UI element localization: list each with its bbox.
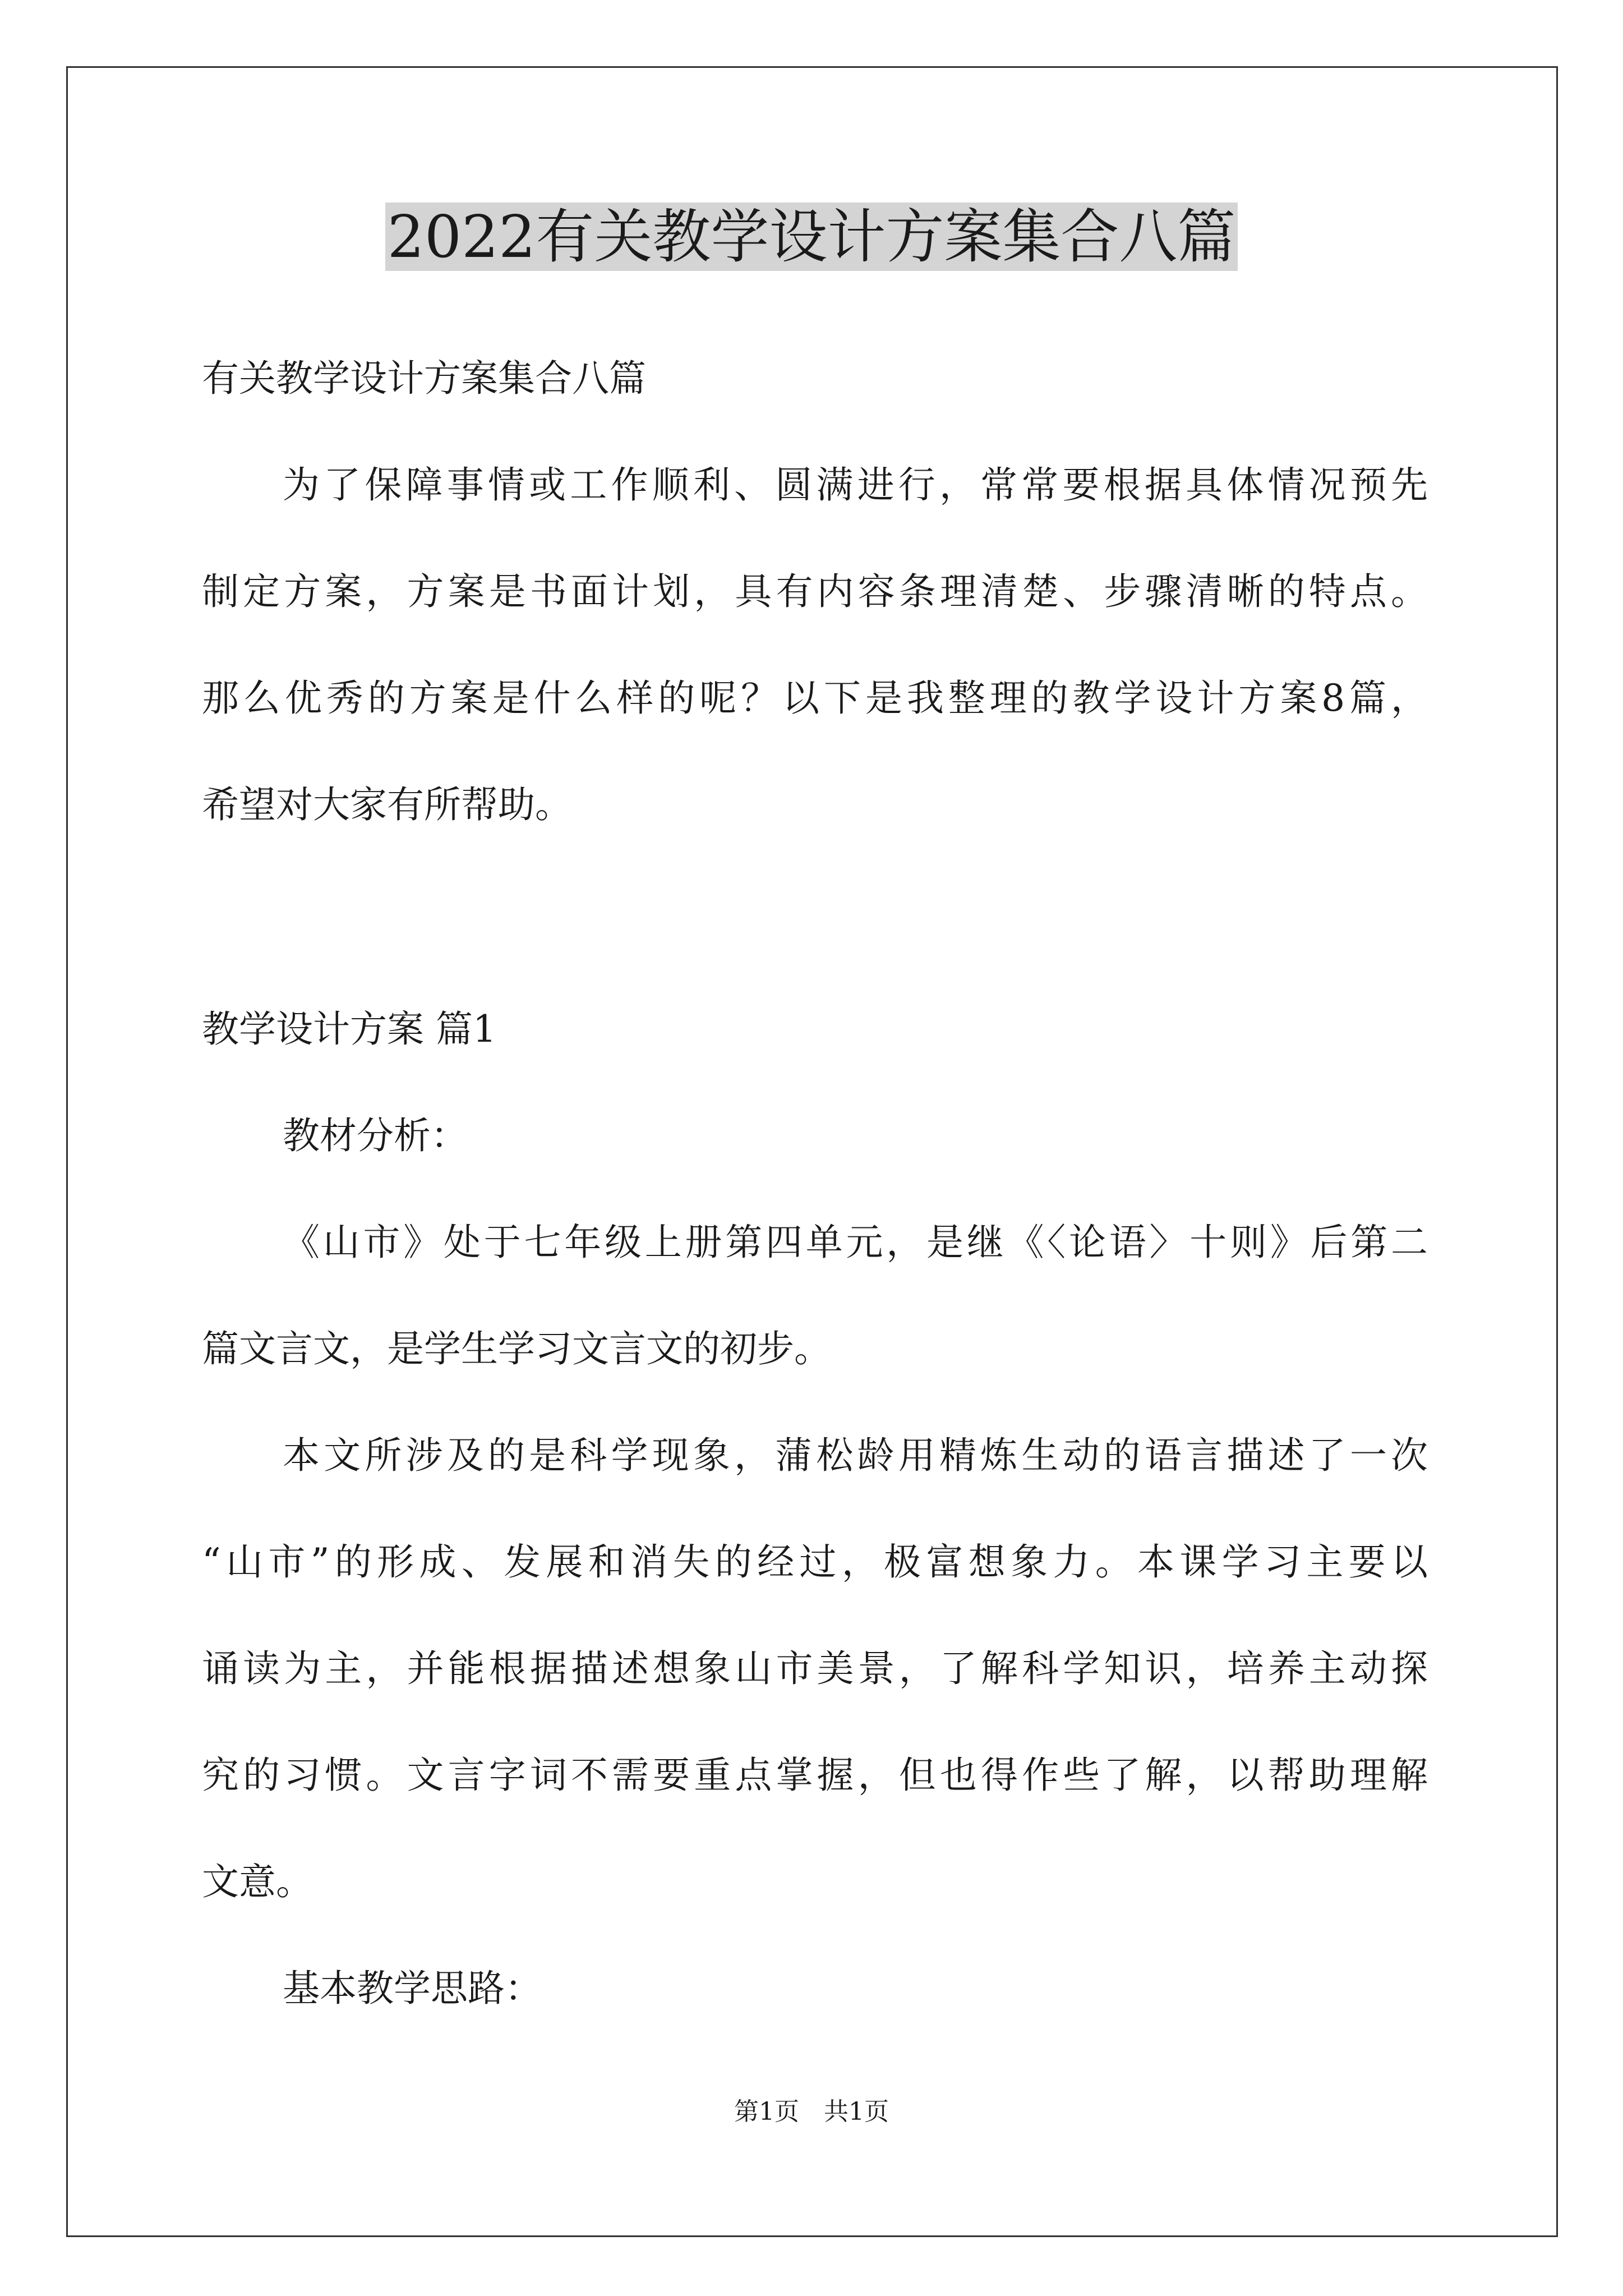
paragraph-line: 本文所涉及的是科学现象，蒲松龄用精炼生动的语言描述了一次 xyxy=(283,1434,1428,1477)
paragraph-line: 诵读为主，并能根据描述想象山市美景，了解科学知识，培养主动探 xyxy=(202,1647,1428,1690)
intro-line: 希望对大家有所帮助。 xyxy=(202,783,572,826)
section-heading: 教学设计方案 篇1 xyxy=(202,1007,496,1051)
subtitle: 有关教学设计方案集合八篇 xyxy=(202,357,646,400)
paragraph-line: “山市”的形成、发展和消失的经过，极富想象力。本课学习主要以 xyxy=(202,1540,1428,1584)
document-title xyxy=(0,197,1623,276)
approach-heading: 基本教学思路： xyxy=(283,1967,542,2010)
paragraph-line: 文意。 xyxy=(202,1860,313,1903)
intro-line: 为了保障事情或工作顺利、圆满进行，常常要根据具体情况预先 xyxy=(283,463,1428,507)
paragraph-line: 《山市》处于七年级上册第四单元，是继《〈论语〉十则》后第二 xyxy=(283,1221,1428,1264)
document-title-text: 2022有关教学设计方案集合八篇 xyxy=(385,203,1238,271)
intro-line: 那么优秀的方案是什么样的呢？以下是我整理的教学设计方案8篇， xyxy=(202,677,1428,720)
page-footer: 第1页 共1页 xyxy=(734,2097,889,2126)
material-heading: 教材分析： xyxy=(283,1114,468,1157)
paragraph-line: 篇文言文，是学生学习文言文的初步。 xyxy=(202,1327,831,1370)
intro-line: 制定方案，方案是书面计划，具有内容条理清楚、步骤清晰的特点。 xyxy=(202,570,1428,613)
paragraph-line: 究的习惯。文言字词不需要重点掌握，但也得作些了解，以帮助理解 xyxy=(202,1754,1428,1797)
